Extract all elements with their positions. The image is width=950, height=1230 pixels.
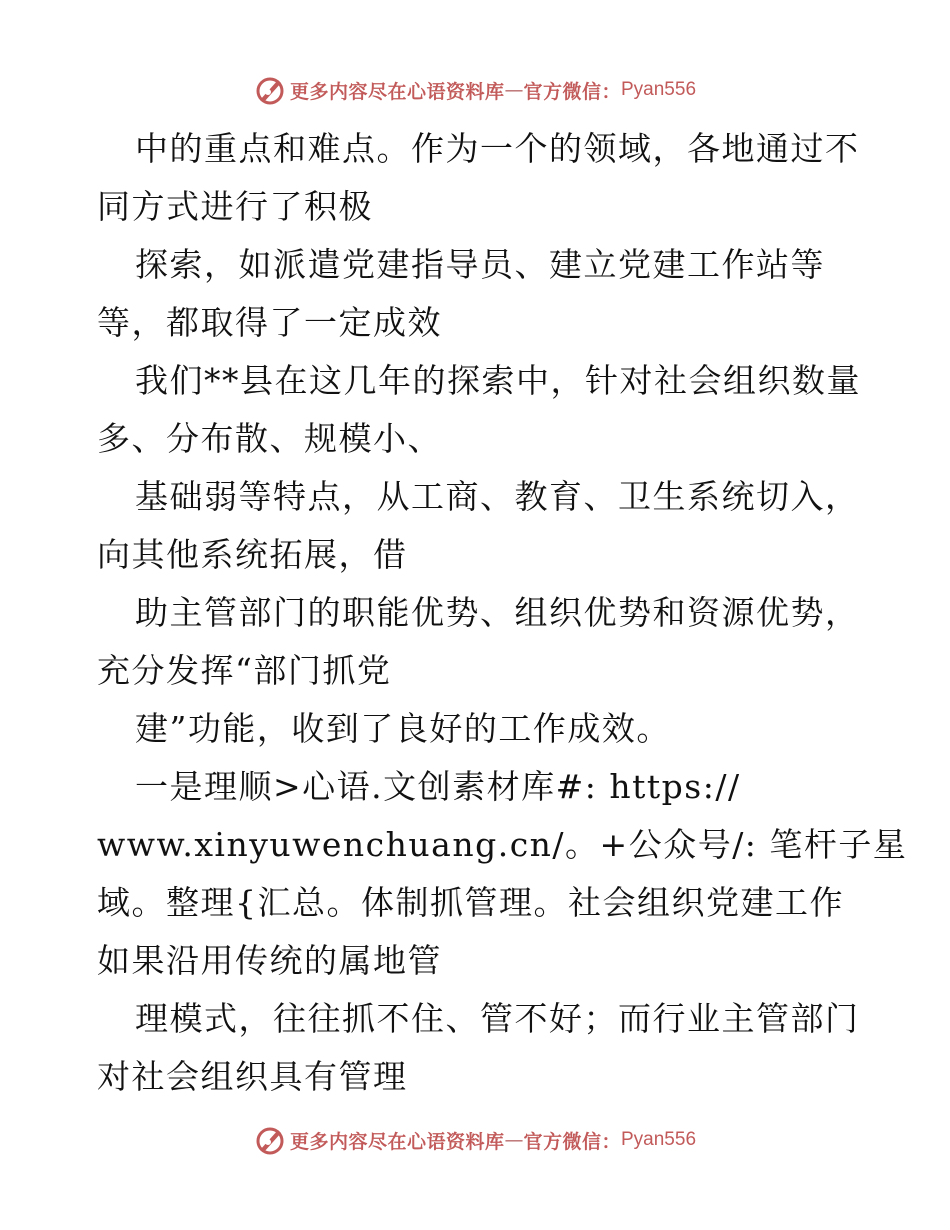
text-line: 中的重点和难点。作为一个的领域，各地通过不 — [135, 129, 860, 168]
banner-separator: — — [504, 1129, 524, 1151]
banner-handle: Pyan556 — [621, 1129, 697, 1150]
text-line: 域。整理{汇总。体制抓管理。社会组织党建工作 — [97, 883, 844, 922]
text-line: 向其他系统拓展，借 — [97, 535, 408, 574]
brush-logo-icon — [254, 1124, 286, 1156]
text-line: 同方式进行了积极 — [97, 187, 373, 226]
document-body — [97, 120, 908, 1106]
text-line: 充分发挥“部门抓党 — [97, 651, 392, 690]
banner-title: 更多内容尽在心语资料库 — [289, 1130, 505, 1153]
footer-watermark-banner — [0, 1120, 950, 1160]
text-line: 理模式，往往抓不住、管不好；而行业主管部门 — [135, 999, 860, 1038]
text-line: 建”功能，收到了良好的工作成效。 — [135, 709, 671, 748]
banner-handle: Pyan556 — [621, 79, 697, 100]
banner-title: 更多内容尽在心语资料库 — [289, 80, 505, 103]
text-line: 对社会组织具有管理 — [97, 1057, 408, 1096]
header-watermark-banner — [0, 70, 950, 110]
banner-separator: — — [504, 79, 524, 101]
brush-logo-icon — [254, 74, 286, 106]
text-line: 等，都取得了一定成效 — [97, 303, 442, 342]
text-line: 如果沿用传统的属地管 — [97, 941, 442, 980]
text-line: 我们**县在这几年的探索中，针对社会组织数量 — [135, 361, 861, 400]
banner-contact-label: 官方微信： — [523, 1130, 621, 1153]
text-line: www.xinyuwenchuang.cn/。+公众号/: 笔杆子星 — [97, 825, 908, 864]
banner-contact-label: 官方微信： — [523, 80, 621, 103]
text-line: 基础弱等特点，从工商、教育、卫生系统切入， — [135, 477, 860, 516]
text-line: 助主管部门的职能优势、组织优势和资源优势， — [135, 593, 860, 632]
text-line: 多、分布散、规模小、 — [97, 419, 442, 458]
text-line: 探索，如派遣党建指导员、建立党建工作站等 — [135, 245, 825, 284]
text-line: 一是理顺>心语.文创素材库#: https:// — [135, 767, 741, 806]
